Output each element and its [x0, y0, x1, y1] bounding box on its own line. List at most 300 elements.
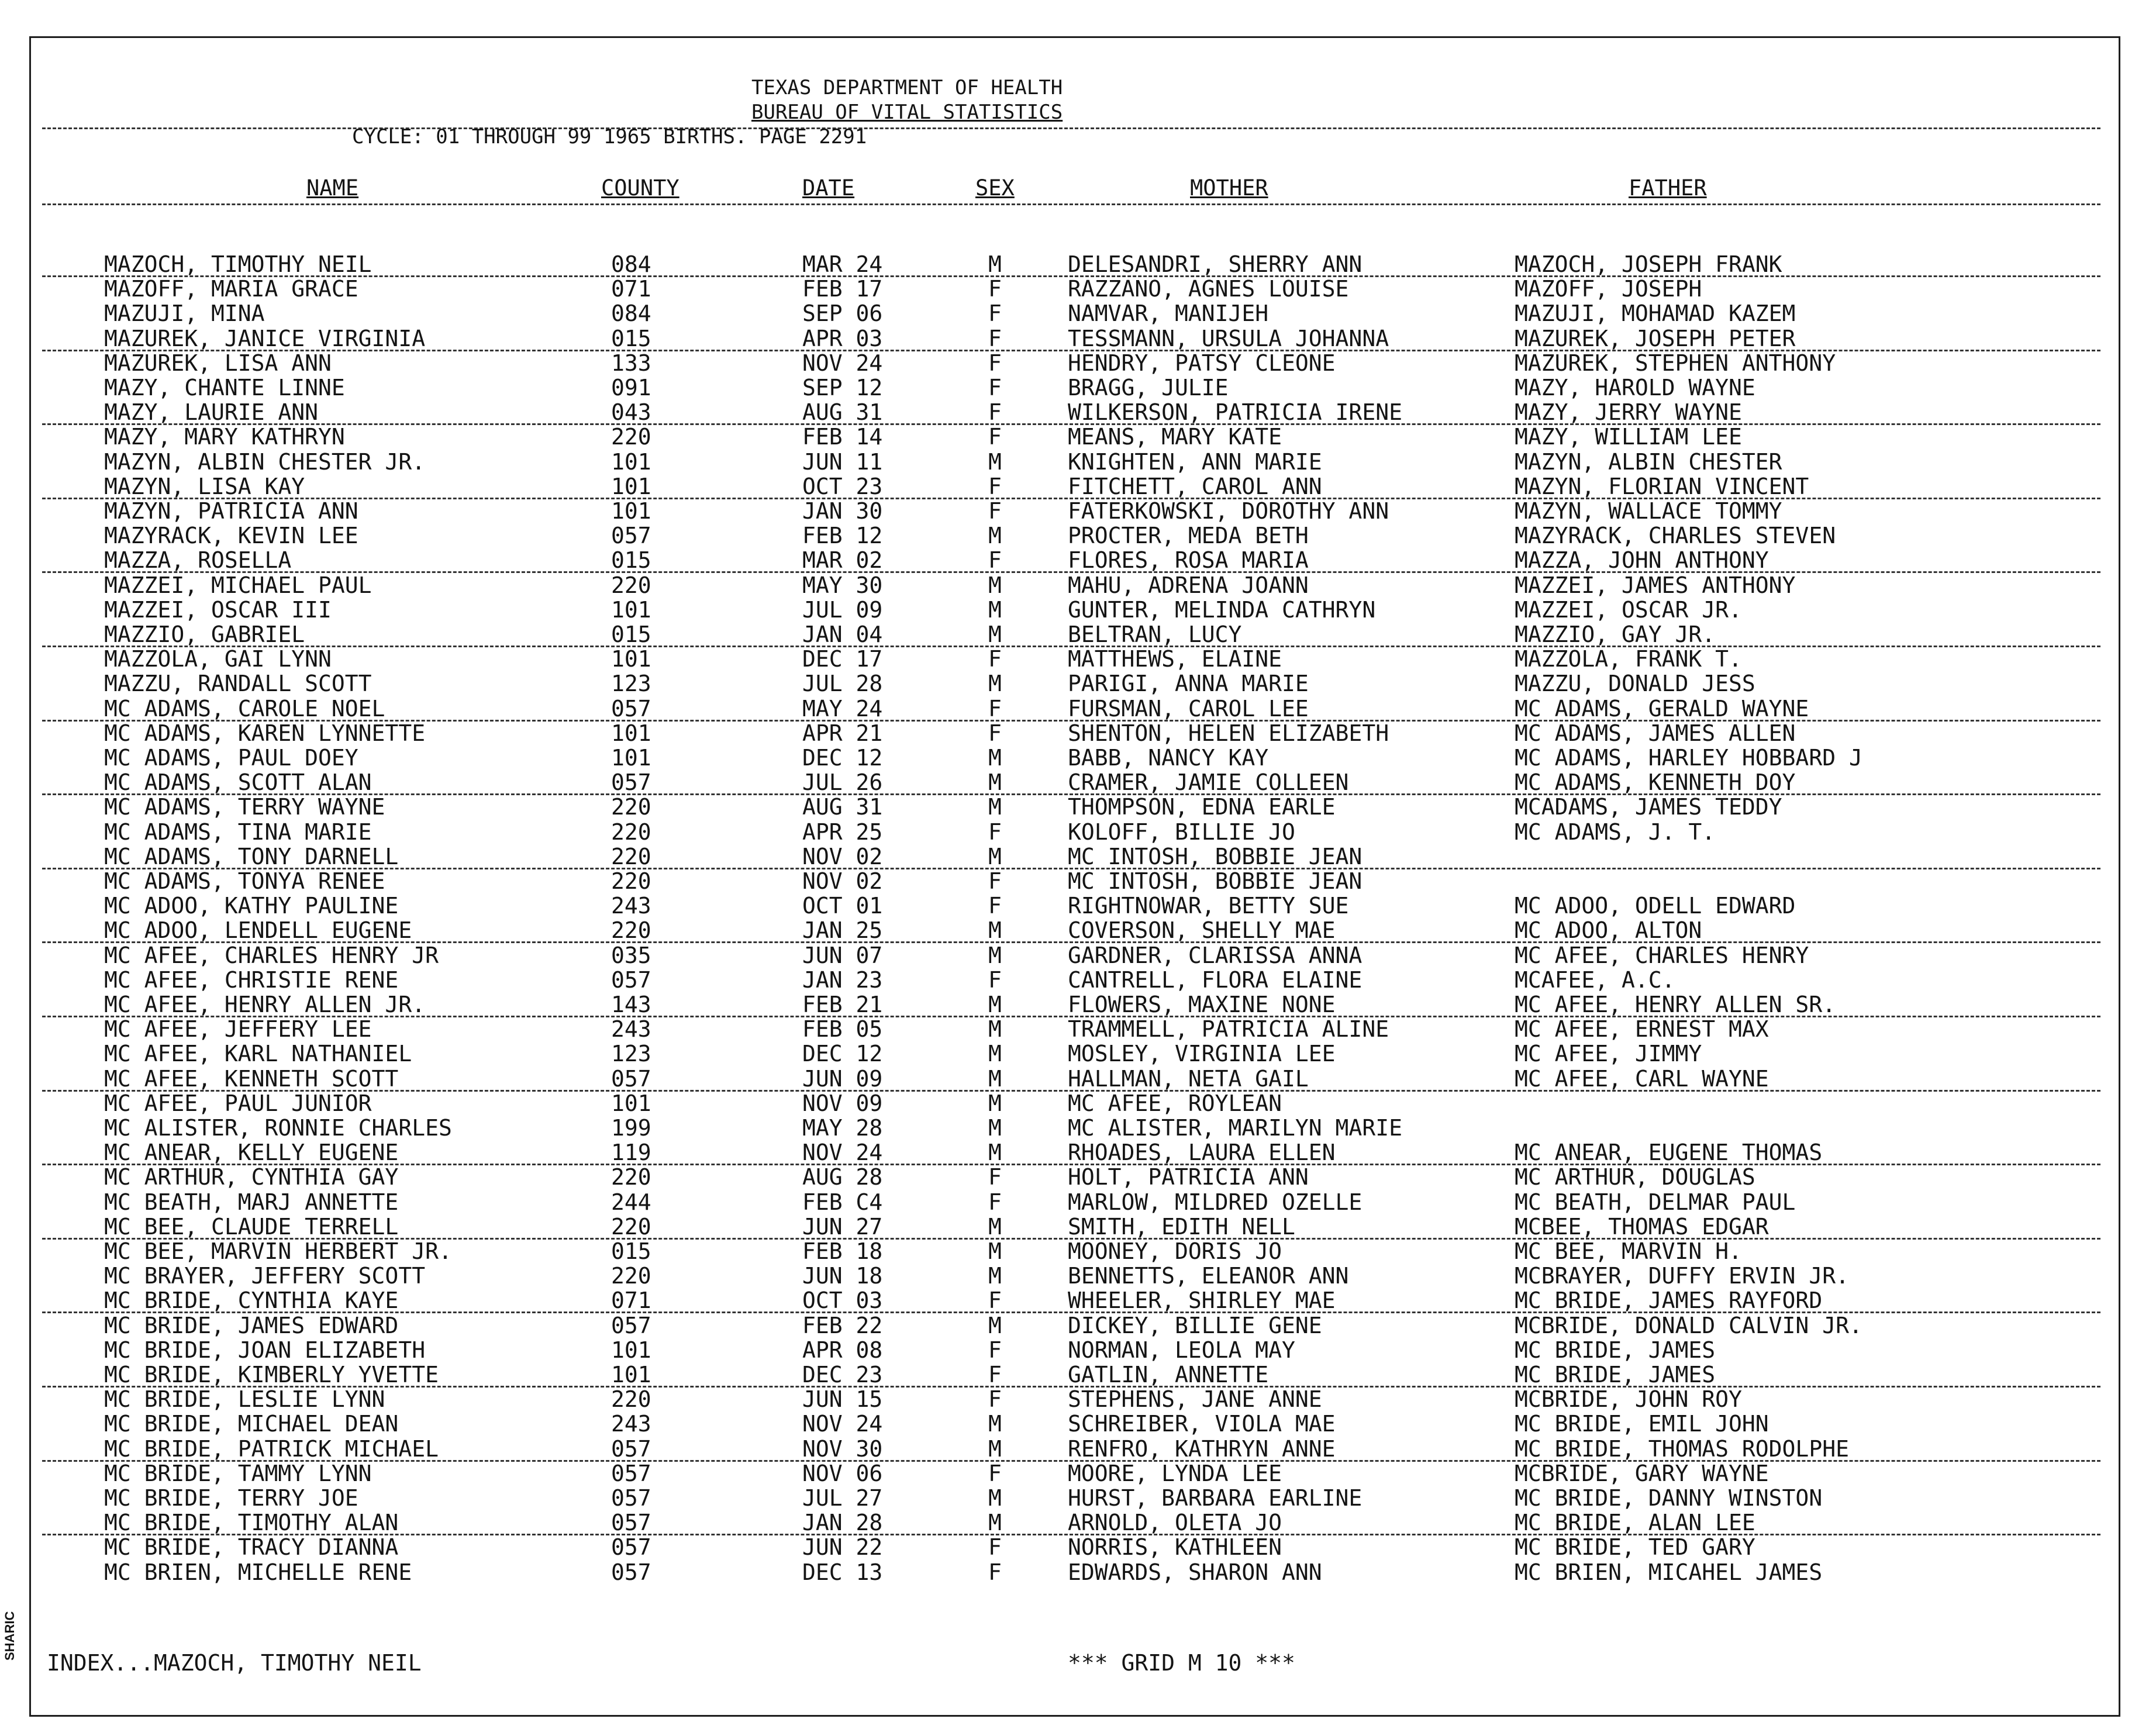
- row-10-mother: FITCHETT, CAROL ANN: [1068, 473, 1322, 499]
- row-35-date: NOV 09: [802, 1090, 883, 1116]
- row-32-father: MC AFEE, ERNEST MAX: [1515, 1016, 1769, 1043]
- row-29-county: 035: [611, 942, 651, 968]
- row-22-date: JUL 26: [802, 769, 883, 796]
- row-24-date: APR 25: [802, 819, 883, 845]
- row-54-sex: F: [988, 1559, 1002, 1585]
- row-45-date: APR 08: [802, 1337, 883, 1363]
- row-2-county: 071: [611, 276, 651, 302]
- row-41-mother: MOONEY, DORIS JO: [1068, 1238, 1282, 1264]
- row-30-name: MC AFEE, CHRISTIE RENE: [104, 967, 399, 993]
- row-42-father: MCBRAYER, DUFFY ERVIN JR.: [1515, 1263, 1849, 1289]
- row-27-date: OCT 01: [802, 893, 883, 919]
- row-51-father: MC BRIDE, DANNY WINSTON: [1515, 1485, 1823, 1511]
- row-5-county: 133: [611, 350, 651, 376]
- row-22-mother: CRAMER, JAMIE COLLEEN: [1068, 769, 1349, 796]
- row-27-sex: F: [988, 893, 1002, 919]
- row-12-date: FEB 12: [802, 523, 883, 549]
- row-24-mother: KOLOFF, BILLIE JO: [1068, 819, 1295, 845]
- row-39-date: FEB C4: [802, 1189, 883, 1215]
- row-32-name: MC AFEE, JEFFERY LEE: [104, 1016, 372, 1043]
- row-19-date: MAY 24: [802, 695, 883, 722]
- row-45-name: MC BRIDE, JOAN ELIZABETH: [104, 1337, 426, 1363]
- row-45-mother: NORMAN, LEOLA MAY: [1068, 1337, 1295, 1363]
- row-30-mother: CANTRELL, FLORA ELAINE: [1068, 967, 1363, 993]
- row-29-father: MC AFEE, CHARLES HENRY: [1515, 942, 1809, 968]
- row-8-date: FEB 14: [802, 424, 883, 450]
- row-20-sex: F: [988, 720, 1002, 746]
- row-41-name: MC BEE, MARVIN HERBERT JR.: [104, 1238, 452, 1264]
- row-22-county: 057: [611, 769, 651, 796]
- footer-grid: *** GRID M 10 ***: [1068, 1650, 1295, 1676]
- row-49-father: MC BRIDE, THOMAS RODOLPHE: [1515, 1435, 1849, 1462]
- row-11-name: MAZYN, PATRICIA ANN: [104, 498, 358, 524]
- row-15-sex: M: [988, 596, 1002, 623]
- row-18-father: MAZZU, DONALD JESS: [1515, 671, 1755, 697]
- row-36-sex: M: [988, 1115, 1002, 1141]
- row-51-date: JUL 27: [802, 1485, 883, 1511]
- row-16-sex: M: [988, 622, 1002, 647]
- row-16-father: MAZZIO, GAY JR.: [1515, 622, 1716, 647]
- row-34-county: 057: [611, 1065, 651, 1092]
- col-name: NAME: [306, 175, 359, 201]
- header-line-2: BUREAU OF VITAL STATISTICS: [751, 101, 1063, 124]
- row-2-name: MAZOFF, MARIA GRACE: [104, 276, 358, 302]
- row-35-mother: MC AFEE, ROYLEAN: [1068, 1090, 1282, 1116]
- row-41-sex: M: [988, 1238, 1002, 1264]
- row-48-sex: M: [988, 1411, 1002, 1437]
- row-13-county: 015: [611, 547, 651, 574]
- row-24-father: MC ADAMS, J. T.: [1515, 819, 1716, 845]
- row-5-name: MAZUREK, LISA ANN: [104, 350, 332, 376]
- row-3-sex: F: [988, 301, 1002, 327]
- row-31-father: MC AFEE, HENRY ALLEN SR.: [1515, 992, 1836, 1017]
- row-38-mother: HOLT, PATRICIA ANN: [1068, 1164, 1309, 1190]
- row-41-father: MC BEE, MARVIN H.: [1515, 1238, 1742, 1264]
- row-48-father: MC BRIDE, EMIL JOHN: [1515, 1411, 1769, 1437]
- row-15-mother: GUNTER, MELINDA CATHRYN: [1068, 596, 1376, 623]
- header-rule: [42, 127, 2100, 129]
- row-2-date: FEB 17: [802, 276, 883, 302]
- row-9-sex: M: [988, 448, 1002, 475]
- row-49-date: NOV 30: [802, 1435, 883, 1462]
- row-45-county: 101: [611, 1337, 651, 1363]
- row-25-date: NOV 02: [802, 843, 883, 869]
- row-37-date: NOV 24: [802, 1140, 883, 1166]
- row-1-county: 084: [611, 251, 651, 277]
- row-13-father: MAZZA, JOHN ANTHONY: [1515, 547, 1769, 574]
- row-16-date: JAN 04: [802, 622, 883, 647]
- row-11-mother: FATERKOWSKI, DOROTHY ANN: [1068, 498, 1389, 524]
- row-44-sex: M: [988, 1312, 1002, 1338]
- row-40-sex: M: [988, 1213, 1002, 1240]
- row-8-father: MAZY, WILLIAM LEE: [1515, 424, 1742, 450]
- row-4-sex: F: [988, 325, 1002, 351]
- row-31-sex: M: [988, 992, 1002, 1017]
- row-4-mother: TESSMANN, URSULA JOHANNA: [1068, 325, 1389, 351]
- row-12-name: MAZYRACK, KEVIN LEE: [104, 523, 358, 549]
- row-36-name: MC ALISTER, RONNIE CHARLES: [104, 1115, 452, 1141]
- row-10-name: MAZYN, LISA KAY: [104, 473, 305, 499]
- row-39-mother: MARLOW, MILDRED OZELLE: [1068, 1189, 1363, 1215]
- row-47-sex: F: [988, 1386, 1002, 1413]
- row-30-county: 057: [611, 967, 651, 993]
- col-county: COUNTY: [601, 175, 679, 201]
- row-31-county: 143: [611, 992, 651, 1017]
- row-14-sex: M: [988, 572, 1002, 598]
- row-11-date: JAN 30: [802, 498, 883, 524]
- row-20-mother: SHENTON, HELEN ELIZABETH: [1068, 720, 1389, 746]
- row-16-name: MAZZIO, GABRIEL: [104, 622, 305, 647]
- row-52-date: JAN 28: [802, 1510, 883, 1536]
- row-8-sex: F: [988, 424, 1002, 450]
- row-25-sex: M: [988, 843, 1002, 869]
- row-47-father: MCBRIDE, JOHN ROY: [1515, 1386, 1742, 1413]
- row-45-sex: F: [988, 1337, 1002, 1363]
- col-father: FATHER: [1629, 175, 1707, 201]
- row-53-sex: F: [988, 1534, 1002, 1561]
- row-38-name: MC ARTHUR, CYNTHIA GAY: [104, 1164, 399, 1190]
- row-9-father: MAZYN, ALBIN CHESTER: [1515, 448, 1782, 475]
- row-44-father: MCBRIDE, DONALD CALVIN JR.: [1515, 1312, 1862, 1338]
- row-26-date: NOV 02: [802, 868, 883, 894]
- row-32-mother: TRAMMELL, PATRICIA ALINE: [1068, 1016, 1389, 1043]
- row-20-county: 101: [611, 720, 651, 746]
- row-29-date: JUN 07: [802, 942, 883, 968]
- row-40-county: 220: [611, 1213, 651, 1240]
- row-14-county: 220: [611, 572, 651, 598]
- row-37-name: MC ANEAR, KELLY EUGENE: [104, 1140, 399, 1166]
- row-21-sex: M: [988, 745, 1002, 771]
- row-35-sex: M: [988, 1090, 1002, 1116]
- row-28-mother: COVERSON, SHELLY MAE: [1068, 917, 1336, 944]
- row-24-sex: F: [988, 819, 1002, 845]
- row-4-name: MAZUREK, JANICE VIRGINIA: [104, 325, 426, 351]
- row-14-name: MAZZEI, MICHAEL PAUL: [104, 572, 372, 598]
- row-42-county: 220: [611, 1263, 651, 1289]
- row-21-county: 101: [611, 745, 651, 771]
- row-45-father: MC BRIDE, JAMES: [1515, 1337, 1716, 1363]
- row-29-mother: GARDNER, CLARISSA ANNA: [1068, 942, 1363, 968]
- row-51-mother: HURST, BARBARA EARLINE: [1068, 1485, 1363, 1511]
- row-50-name: MC BRIDE, TAMMY LYNN: [104, 1460, 372, 1486]
- row-14-mother: MAHU, ADRENA JOANN: [1068, 572, 1309, 598]
- row-40-name: MC BEE, CLAUDE TERRELL: [104, 1213, 399, 1240]
- row-52-sex: M: [988, 1510, 1002, 1536]
- row-10-date: OCT 23: [802, 473, 883, 499]
- row-44-mother: DICKEY, BILLIE GENE: [1068, 1312, 1322, 1338]
- row-39-father: MC BEATH, DELMAR PAUL: [1515, 1189, 1796, 1215]
- row-53-date: JUN 22: [802, 1534, 883, 1561]
- row-7-sex: F: [988, 399, 1002, 426]
- row-22-father: MC ADAMS, KENNETH DOY: [1515, 769, 1796, 796]
- row-39-sex: F: [988, 1189, 1002, 1215]
- row-35-county: 101: [611, 1090, 651, 1116]
- row-52-father: MC BRIDE, ALAN LEE: [1515, 1510, 1755, 1536]
- row-33-date: DEC 12: [802, 1041, 883, 1067]
- row-17-name: MAZZOLA, GAI LYNN: [104, 646, 332, 672]
- row-39-name: MC BEATH, MARJ ANNETTE: [104, 1189, 399, 1215]
- row-36-date: MAY 28: [802, 1115, 883, 1141]
- row-44-name: MC BRIDE, JAMES EDWARD: [104, 1312, 399, 1338]
- row-36-county: 199: [611, 1115, 651, 1141]
- row-7-name: MAZY, LAURIE ANN: [104, 399, 319, 426]
- row-19-father: MC ADAMS, GERALD WAYNE: [1515, 695, 1809, 722]
- row-6-father: MAZY, HAROLD WAYNE: [1515, 375, 1755, 401]
- row-33-father: MC AFEE, JIMMY: [1515, 1041, 1702, 1067]
- row-33-county: 123: [611, 1041, 651, 1067]
- row-25-name: MC ADAMS, TONY DARNELL: [104, 843, 399, 869]
- row-34-father: MC AFEE, CARL WAYNE: [1515, 1065, 1769, 1092]
- row-9-county: 101: [611, 448, 651, 475]
- row-46-sex: F: [988, 1362, 1002, 1388]
- row-31-mother: FLOWERS, MAXINE NONE: [1068, 992, 1336, 1017]
- row-25-mother: MC INTOSH, BOBBIE JEAN: [1068, 843, 1363, 869]
- row-23-sex: M: [988, 794, 1002, 820]
- row-18-date: JUL 28: [802, 671, 883, 697]
- row-38-sex: F: [988, 1164, 1002, 1190]
- row-23-name: MC ADAMS, TERRY WAYNE: [104, 794, 385, 820]
- row-51-county: 057: [611, 1485, 651, 1511]
- row-18-name: MAZZU, RANDALL SCOTT: [104, 671, 372, 697]
- row-6-sex: F: [988, 375, 1002, 401]
- row-12-sex: M: [988, 523, 1002, 549]
- row-38-father: MC ARTHUR, DOUGLAS: [1515, 1164, 1755, 1190]
- row-46-mother: GATLIN, ANNETTE: [1068, 1362, 1269, 1388]
- row-13-name: MAZZA, ROSELLA: [104, 547, 292, 574]
- row-26-county: 220: [611, 868, 651, 894]
- row-26-sex: F: [988, 868, 1002, 894]
- row-19-sex: F: [988, 695, 1002, 722]
- row-20-father: MC ADAMS, JAMES ALLEN: [1515, 720, 1796, 746]
- row-35-name: MC AFEE, PAUL JUNIOR: [104, 1090, 372, 1116]
- row-42-mother: BENNETTS, ELEANOR ANN: [1068, 1263, 1349, 1289]
- row-21-date: DEC 12: [802, 745, 883, 771]
- row-23-county: 220: [611, 794, 651, 820]
- row-30-date: JAN 23: [802, 967, 883, 993]
- row-46-name: MC BRIDE, KIMBERLY YVETTE: [104, 1362, 439, 1388]
- row-7-mother: WILKERSON, PATRICIA IRENE: [1068, 399, 1402, 426]
- row-1-father: MAZOCH, JOSEPH FRANK: [1515, 251, 1782, 277]
- row-31-name: MC AFEE, HENRY ALLEN JR.: [104, 992, 426, 1017]
- row-53-mother: NORRIS, KATHLEEN: [1068, 1534, 1282, 1561]
- row-9-mother: KNIGHTEN, ANN MARIE: [1068, 448, 1322, 475]
- row-27-father: MC ADOO, ODELL EDWARD: [1515, 893, 1796, 919]
- row-37-sex: M: [988, 1140, 1002, 1166]
- row-16-mother: BELTRAN, LUCY: [1068, 622, 1242, 647]
- row-21-father: MC ADAMS, HARLEY HOBBARD J: [1515, 745, 1862, 771]
- row-1-name: MAZOCH, TIMOTHY NEIL: [104, 251, 372, 277]
- row-24-name: MC ADAMS, TINA MARIE: [104, 819, 372, 845]
- row-50-father: MCBRIDE, GARY WAYNE: [1515, 1460, 1769, 1486]
- row-40-father: MCBEE, THOMAS EDGAR: [1515, 1213, 1769, 1240]
- row-6-county: 091: [611, 375, 651, 401]
- row-24-county: 220: [611, 819, 651, 845]
- row-8-county: 220: [611, 424, 651, 450]
- row-7-county: 043: [611, 399, 651, 426]
- row-43-sex: F: [988, 1288, 1002, 1314]
- row-38-date: AUG 28: [802, 1164, 883, 1190]
- row-22-name: MC ADAMS, SCOTT ALAN: [104, 769, 372, 796]
- row-42-sex: M: [988, 1263, 1002, 1289]
- row-50-sex: F: [988, 1460, 1002, 1486]
- row-29-name: MC AFEE, CHARLES HENRY JR: [104, 942, 439, 968]
- row-30-sex: F: [988, 967, 1002, 993]
- row-1-mother: DELESANDRI, SHERRY ANN: [1068, 251, 1363, 277]
- row-17-mother: MATTHEWS, ELAINE: [1068, 646, 1282, 672]
- row-47-county: 220: [611, 1386, 651, 1413]
- header-line-1: TEXAS DEPARTMENT OF HEALTH: [751, 76, 1063, 99]
- row-48-county: 243: [611, 1411, 651, 1437]
- row-13-sex: F: [988, 547, 1002, 574]
- row-48-date: NOV 24: [802, 1411, 883, 1437]
- row-33-sex: M: [988, 1041, 1002, 1067]
- row-10-county: 101: [611, 473, 651, 499]
- row-37-county: 119: [611, 1140, 651, 1166]
- row-37-mother: RHOADES, LAURA ELLEN: [1068, 1140, 1336, 1166]
- row-49-name: MC BRIDE, PATRICK MICHAEL: [104, 1435, 439, 1462]
- row-47-name: MC BRIDE, LESLIE LYNN: [104, 1386, 385, 1413]
- row-37-father: MC ANEAR, EUGENE THOMAS: [1515, 1140, 1823, 1166]
- row-14-father: MAZZEI, JAMES ANTHONY: [1515, 572, 1796, 598]
- row-49-sex: M: [988, 1435, 1002, 1462]
- row-38-county: 220: [611, 1164, 651, 1190]
- row-48-name: MC BRIDE, MICHAEL DEAN: [104, 1411, 399, 1437]
- row-6-name: MAZY, CHANTE LINNE: [104, 375, 345, 401]
- row-5-father: MAZUREK, STEPHEN ANTHONY: [1515, 350, 1836, 376]
- row-11-sex: F: [988, 498, 1002, 524]
- row-5-date: NOV 24: [802, 350, 883, 376]
- row-2-sex: F: [988, 276, 1002, 302]
- row-32-sex: M: [988, 1016, 1002, 1043]
- row-46-father: MC BRIDE, JAMES: [1515, 1362, 1716, 1388]
- row-42-name: MC BRAYER, JEFFERY SCOTT: [104, 1263, 426, 1289]
- row-21-name: MC ADAMS, PAUL DOEY: [104, 745, 358, 771]
- col-sex: SEX: [975, 175, 1015, 201]
- row-3-county: 084: [611, 301, 651, 327]
- row-54-county: 057: [611, 1559, 651, 1585]
- column-header-rule: [42, 203, 2100, 205]
- row-11-father: MAZYN, WALLACE TOMMY: [1515, 498, 1782, 524]
- row-43-date: OCT 03: [802, 1288, 883, 1314]
- row-16-county: 015: [611, 622, 651, 647]
- row-3-name: MAZUJI, MINA: [104, 301, 265, 327]
- row-8-mother: MEANS, MARY KATE: [1068, 424, 1282, 450]
- row-22-sex: M: [988, 769, 1002, 796]
- row-32-county: 243: [611, 1016, 651, 1043]
- row-54-date: DEC 13: [802, 1559, 883, 1585]
- row-18-sex: M: [988, 671, 1002, 697]
- row-53-county: 057: [611, 1534, 651, 1561]
- row-30-father: MCAFEE, A.C.: [1515, 967, 1675, 993]
- row-23-date: AUG 31: [802, 794, 883, 820]
- row-43-name: MC BRIDE, CYNTHIA KAYE: [104, 1288, 399, 1314]
- row-31-date: FEB 21: [802, 992, 883, 1017]
- row-27-mother: RIGHTNOWAR, BETTY SUE: [1068, 893, 1349, 919]
- row-12-county: 057: [611, 523, 651, 549]
- row-54-mother: EDWARDS, SHARON ANN: [1068, 1559, 1322, 1585]
- row-34-date: JUN 09: [802, 1065, 883, 1092]
- row-50-date: NOV 06: [802, 1460, 883, 1486]
- row-4-father: MAZUREK, JOSEPH PETER: [1515, 325, 1796, 351]
- row-20-name: MC ADAMS, KAREN LYNNETTE: [104, 720, 426, 746]
- row-17-county: 101: [611, 646, 651, 672]
- row-2-father: MAZOFF, JOSEPH: [1515, 276, 1702, 302]
- row-10-father: MAZYN, FLORIAN VINCENT: [1515, 473, 1809, 499]
- row-23-mother: THOMPSON, EDNA EARLE: [1068, 794, 1336, 820]
- row-44-date: FEB 22: [802, 1312, 883, 1338]
- row-46-county: 101: [611, 1362, 651, 1388]
- row-27-county: 243: [611, 893, 651, 919]
- row-5-mother: HENDRY, PATSY CLEONE: [1068, 350, 1336, 376]
- row-34-sex: M: [988, 1065, 1002, 1092]
- row-19-mother: FURSMAN, CAROL LEE: [1068, 695, 1309, 722]
- row-47-date: JUN 15: [802, 1386, 883, 1413]
- row-15-father: MAZZEI, OSCAR JR.: [1515, 596, 1742, 623]
- row-34-name: MC AFEE, KENNETH SCOTT: [104, 1065, 399, 1092]
- row-17-date: DEC 17: [802, 646, 883, 672]
- row-43-mother: WHEELER, SHIRLEY MAE: [1068, 1288, 1336, 1314]
- row-9-date: JUN 11: [802, 448, 883, 475]
- side-label: SHARIC: [2, 1611, 17, 1661]
- row-18-county: 123: [611, 671, 651, 697]
- row-36-mother: MC ALISTER, MARILYN MARIE: [1068, 1115, 1402, 1141]
- row-28-father: MC ADOO, ALTON: [1515, 917, 1702, 944]
- row-4-date: APR 03: [802, 325, 883, 351]
- row-48-mother: SCHREIBER, VIOLA MAE: [1068, 1411, 1336, 1437]
- row-7-date: AUG 31: [802, 399, 883, 426]
- row-33-name: MC AFEE, KARL NATHANIEL: [104, 1041, 412, 1067]
- row-53-father: MC BRIDE, TED GARY: [1515, 1534, 1755, 1561]
- row-12-mother: PROCTER, MEDA BETH: [1068, 523, 1309, 549]
- row-23-father: MCADAMS, JAMES TEDDY: [1515, 794, 1782, 820]
- cycle-line: CYCLE: 01 THROUGH 99 1965 BIRTHS. PAGE 2291: [352, 125, 867, 149]
- row-8-name: MAZY, MARY KATHRYN: [104, 424, 345, 450]
- row-52-name: MC BRIDE, TIMOTHY ALAN: [104, 1510, 399, 1536]
- row-46-date: DEC 23: [802, 1362, 883, 1388]
- row-12-father: MAZYRACK, CHARLES STEVEN: [1515, 523, 1836, 549]
- col-date: DATE: [802, 175, 855, 201]
- row-1-sex: M: [988, 251, 1002, 277]
- row-33-mother: MOSLEY, VIRGINIA LEE: [1068, 1041, 1336, 1067]
- row-15-date: JUL 09: [802, 596, 883, 623]
- row-54-name: MC BRIEN, MICHELLE RENE: [104, 1559, 412, 1585]
- row-21-mother: BABB, NANCY KAY: [1068, 745, 1269, 771]
- row-34-mother: HALLMAN, NETA GAIL: [1068, 1065, 1309, 1092]
- row-28-sex: M: [988, 917, 1002, 944]
- row-32-date: FEB 05: [802, 1016, 883, 1043]
- row-19-name: MC ADAMS, CAROLE NOEL: [104, 695, 385, 722]
- row-2-mother: RAZZANO, AGNES LOUISE: [1068, 276, 1349, 302]
- row-26-mother: MC INTOSH, BOBBIE JEAN: [1068, 868, 1363, 894]
- row-9-name: MAZYN, ALBIN CHESTER JR.: [104, 448, 426, 475]
- col-mother: MOTHER: [1190, 175, 1268, 201]
- row-4-county: 015: [611, 325, 651, 351]
- row-25-county: 220: [611, 843, 651, 869]
- row-7-father: MAZY, JERRY WAYNE: [1515, 399, 1742, 426]
- row-19-county: 057: [611, 695, 651, 722]
- footer-index: INDEX...MAZOCH, TIMOTHY NEIL: [47, 1650, 422, 1676]
- row-52-mother: ARNOLD, OLETA JO: [1068, 1510, 1282, 1536]
- row-26-name: MC ADAMS, TONYA RENEE: [104, 868, 385, 894]
- row-15-county: 101: [611, 596, 651, 623]
- row-51-name: MC BRIDE, TERRY JOE: [104, 1485, 358, 1511]
- row-6-date: SEP 12: [802, 375, 883, 401]
- row-53-name: MC BRIDE, TRACY DIANNA: [104, 1534, 399, 1561]
- row-52-county: 057: [611, 1510, 651, 1536]
- row-40-date: JUN 27: [802, 1213, 883, 1240]
- row-50-mother: MOORE, LYNDA LEE: [1068, 1460, 1282, 1486]
- row-39-county: 244: [611, 1189, 651, 1215]
